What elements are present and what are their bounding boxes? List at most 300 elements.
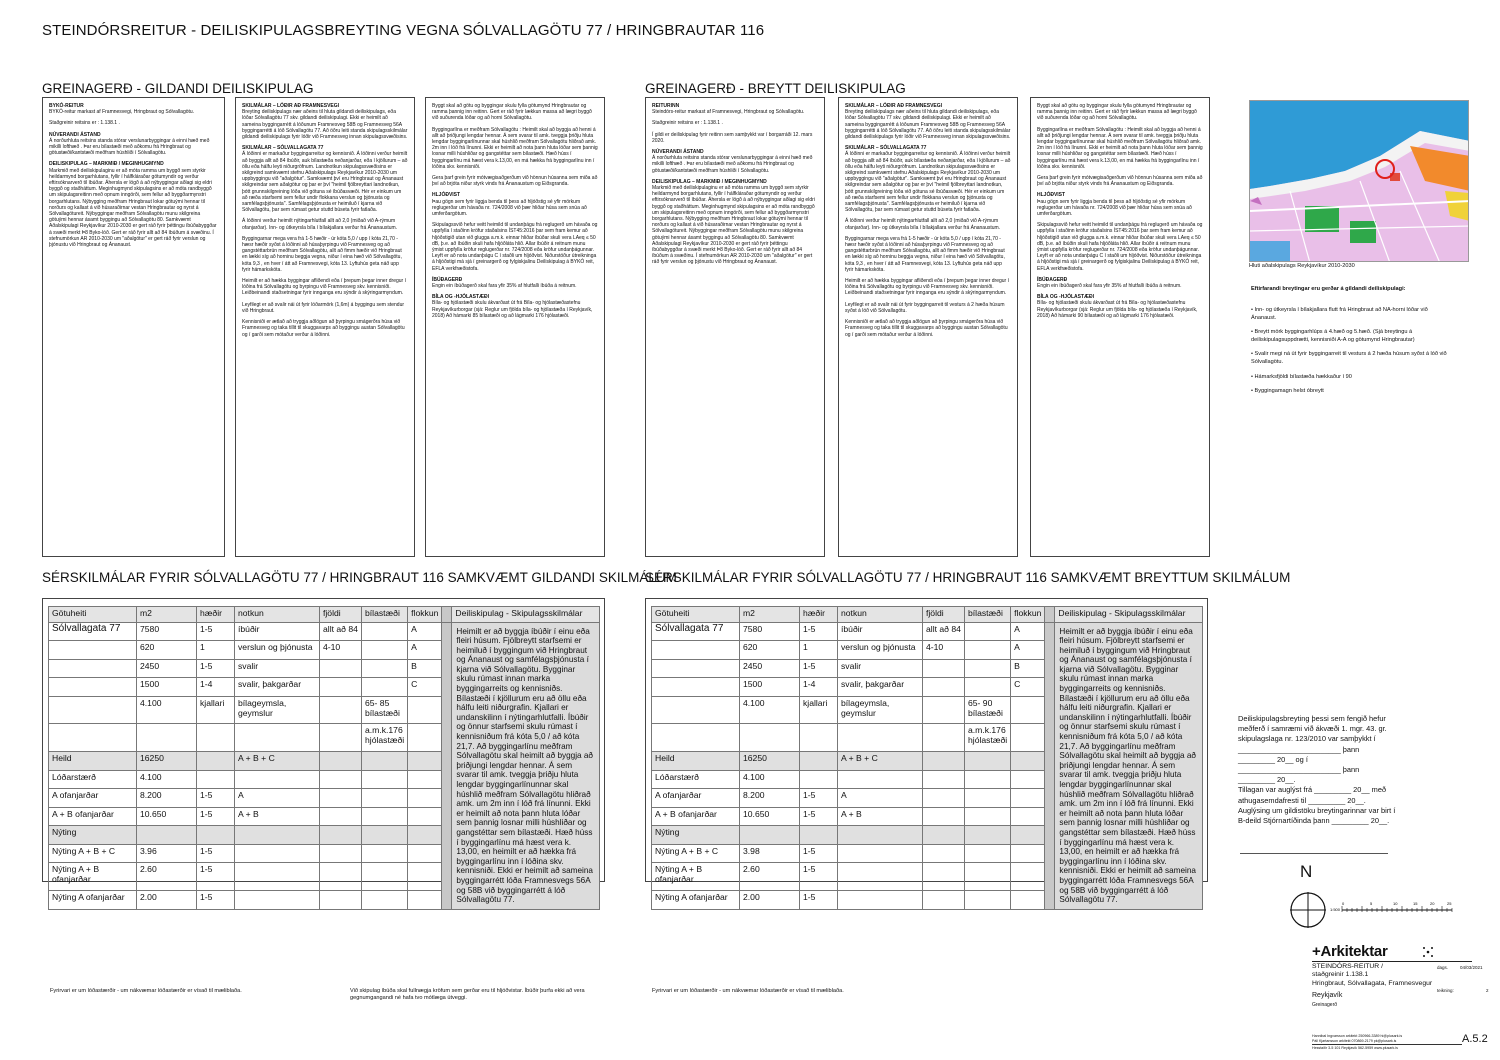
table-cell: 4.100: [137, 770, 197, 789]
paragraph-text: Engin ein íbúðagerð skal fara yfir 35% af hlutfalli íbúða á reitnum.: [1037, 283, 1182, 290]
table-cell: A + B ofanjarðar: [652, 807, 740, 826]
table-cell: [800, 724, 838, 752]
titleblock-bottom-rule: [1312, 1044, 1462, 1045]
table-cell: 1-4: [197, 678, 235, 697]
table-cell: [652, 696, 740, 724]
scale-label: 0: [1342, 901, 1345, 906]
table-cell: A + B: [838, 807, 923, 826]
table-cell: 1-5: [800, 863, 838, 891]
table-cell: [652, 678, 740, 697]
table-cell: 2450: [137, 659, 197, 678]
paragraph-heading: BÍLA OG -HJÓLASTÆÐI: [1037, 294, 1095, 301]
table-cell: verslun og þjónusta: [838, 641, 923, 660]
scale-label: 10: [1393, 901, 1398, 906]
table-cell: [197, 770, 235, 789]
table-row: [652, 622, 1203, 641]
paragraph: [845, 218, 1011, 230]
table-cell: 65- 85 bílastæði: [362, 696, 408, 724]
table-cell: [362, 770, 408, 789]
table-cell: [800, 751, 838, 770]
paragraph-text: Þau gögn sem fyrir liggja benda til þess að hljóðstig sé yfir mörkum reglugerðar um hávaða nr. 724/2008 við þær hliðar húsa sem snúa að umferðargötum.: [1037, 198, 1192, 218]
paragraph-text: Staðgreinir reitsins er : 1.138.1 .: [49, 120, 120, 127]
paragraph-text: Breyting deiliskipulags nær aðeins til hluta gildandi deiliskipulags, eða lóðar Sólvallagötu 77 skv. gildandi deiliskipulagi. Ekki er heimilt að sameina byggingarrétt á lóðunum Framnesveg 58B og Framnesveg 56A byggingarrétti á lóð Sólvallagötu 77. Að öðru leiti standa skipulagsskilmálar gildandi deiliskipulags fyrir lóðir við Framnesveg innan skipulagssvæðisins.: [845, 109, 1011, 141]
paragraph: [652, 120, 818, 126]
signature-line-text: Deiliskipulagsbreyting þessi sem fengið hefur: [1238, 714, 1386, 723]
table-cell: [652, 724, 740, 752]
table-cell: [965, 678, 1011, 697]
paragraph: [1037, 277, 1203, 289]
table-row: [49, 622, 600, 641]
table-cell: [362, 641, 408, 660]
left-table-heading: SÉRSKILMÁLAR FYRIR SÓLVALLAGÖTU 77 / HRINGBRAUT 116 SAMKVÆMT GILDANDI SKILMÁLUM: [42, 570, 677, 585]
paragraph-text: Heimilt er að hækka byggingar afliðendi eða í þrepum þegar inner dregur í lóðina frá Sólvallagötu og byrpingu við Framnesveg skv. kennisniði. Leiðbeinandi staðsetningar fyrir innganga eru sýndir á skýringarmyndum.: [845, 278, 1009, 297]
change-item: • Svalir megi ná út fyrir byggingarreit til vesturs á 2 hæða húsum syðst á lóð við Sólvallagötu.: [1251, 351, 1447, 365]
north-label: N: [1300, 862, 1313, 881]
column-header: notkun: [235, 607, 320, 623]
paragraph-heading: NÚVERANDI ÁSTAND: [652, 149, 704, 156]
table-cell: íbúðir: [235, 622, 320, 641]
left-col1-panel: [42, 97, 225, 557]
table-cell: [408, 696, 442, 724]
table-cell: kjallari: [197, 696, 235, 724]
table-cell: Nýting A + B + C: [49, 844, 137, 863]
table-cell: 10.650: [740, 807, 800, 826]
table-cell: [235, 770, 320, 789]
paragraph-text: Leyfilegt er að svalir nái út fyrir byggingarreit til vesturs á 2 hæða húsum syðst á lóð við Sólvallagötu.: [845, 301, 1005, 314]
table-cell: [1011, 891, 1045, 910]
paragraph: [1037, 127, 1203, 170]
table-cell: 1-5: [197, 659, 235, 678]
aerial-map: [1249, 100, 1469, 262]
paragraph-heading: SKILMÁLAR – LÓÐIR AÐ FRAMNESVEGI: [242, 103, 340, 109]
table-cell: [1011, 844, 1045, 863]
table-cell: [362, 826, 408, 845]
table-cell: [965, 751, 1011, 770]
paragraph: [1037, 192, 1203, 217]
table-cell: Nýting A + B + C: [652, 844, 740, 863]
table-cell: 1-5: [197, 622, 235, 641]
table-cell: C: [408, 678, 442, 697]
paragraph: [845, 278, 1011, 297]
table-cell: [923, 724, 965, 752]
table-cell: [923, 789, 965, 808]
table-cell: [923, 863, 965, 891]
right-footnote-1: Fyrirvari er um lóðastærðir - um nákvæmar lóðastærðir er vísað til mæliblaða.: [652, 988, 844, 994]
paragraph-heading: SKILMÁLAR – SÓLVALLAGATA 77: [242, 145, 324, 152]
map-caption: Hluti aðalskipulags Reykjavíkur 2010-2030: [1249, 263, 1355, 269]
table-cell: [49, 678, 137, 697]
table-cell: [137, 826, 197, 845]
table-cell: [320, 807, 362, 826]
table-cell: [362, 751, 408, 770]
table-cell: [1011, 807, 1045, 826]
table-cell: bílageymsla, geymslur: [235, 696, 320, 724]
paragraph: [242, 145, 408, 213]
table-cell: a.m.k.176 hjólastæði: [965, 724, 1011, 752]
paragraph-text: Skipulagssvið hefur veitt heimild til undanþágu frá reglugerð um hávaða og uppfylla í staðinn kröfur staðalsins ÍST45:2016 þar sem fram kemur að hljóðstigið utan við glugga a.m.k. einnar hliðar íbúðar skuli vera LAeq ≤ 50 dB, þ.e. að íbúðin skuli hafa hljóðláta hlið. Allar íbúðir á reitnum munu ýmist uppfylla kröfur reglugerðar nr. 724/2008 eða kröfur undanþágunnar. Leyft er að nota undanþágu C í staðli um hljóðvist. Niðurstöður útreikninga á hljóðstigi má sjá í greinargerð og fylgiskjalinu Deiliskipulag á BYKÓ reit, EFLA verkfræðistofa.: [432, 222, 598, 272]
table-cell: íbúðir: [838, 622, 923, 641]
column-header: flokkun: [408, 607, 442, 623]
north-arrow-icon: [1288, 890, 1328, 930]
changes-list: [1251, 307, 1451, 403]
paragraph-text: Staðgreinir reitsins er : 1.138.1 .: [652, 120, 723, 127]
table-cell: 2.60: [740, 863, 800, 891]
table-cell: [49, 696, 137, 724]
left-footnote-1: Fyrirvari er um lóðastærðir - um nákvæmar lóðastærðir er vísað til mæliblaða.: [50, 988, 242, 994]
table-cell: [408, 789, 442, 808]
table-cell: 1-5: [197, 863, 235, 891]
paragraph-heading: HLJÓÐVIST: [1037, 192, 1066, 199]
table-cell: [923, 826, 965, 845]
table-cell: 1: [800, 641, 838, 660]
paragraph: [49, 120, 218, 126]
table-cell: [800, 826, 838, 845]
table-cell: [320, 863, 362, 891]
table-cell: 1500: [740, 678, 800, 697]
table-cell: 2.00: [137, 891, 197, 910]
table-cell: [320, 696, 362, 724]
paragraph: [845, 103, 1011, 140]
sheet-number: 2: [1486, 988, 1489, 993]
table-cell: [652, 659, 740, 678]
table-cell: 1-5: [800, 659, 838, 678]
paragraph-text: Markmið með deiliskipulaginu er að móta ramma um byggð sem styrkir heildarmynd borgarhlutans, fyllir í hálfkláraðar götumyndir og verður eftirsóknarverð til íbúðar. Áhersla er lögð á að nýbyggingar aðlagi sig eldri byggð og staðháttum. Meginhugmynd skipulagsins er að móta randbyggð um skipulagsreitinn með opnum inngörði, sem fellur að byggðarmynstri borgarhlutans. Nýbygging meðfram Hringbraut lokar götuými hennar til norðurs og kallast á við húsaraðirnar vestan Hringbrautar og nyrst á Sólvallagötureit. Nýbyggingar meðfram Sólvallagötu munu skilgreina götuými hennar ásamt byggingu að Sólvallagötu 80. Samkvæmt Aðalskipulagi Reykjavíkur 2010-2030 er gert ráð fyrir þéttingu íbúðabyggðar á svæði merkt Þ8 Byko-lóð. Gert er ráð fyrir allt að 84 íbúðum á svæðinu. Í stefnumörkun AR 2010-2030 um "aðalgötur" er gert ráð fyrir verslun og þjónustu við Hringbraut og Ánanaust.: [49, 167, 217, 249]
table-cell: [965, 770, 1011, 789]
paragraph: [432, 127, 598, 170]
table-cell: bílageymsla, geymslur: [838, 696, 923, 724]
paragraph-text: Heimilt er að hækka byggingar afliðendi eða í þrepum þegar inner dregur í lóðina frá Sólvallagötu og byrpingu við Framnesveg skv. kennisniði. Leiðbeinandi staðsetningar fyrir innganga eru sýndir á skýringarmyndum.: [242, 278, 406, 297]
column-header: Deiliskipulag - Skipulagsskilmálar: [1055, 607, 1203, 623]
table-cell: 1-5: [800, 622, 838, 641]
paragraph-text: Á lóðinni er markaður byggingarreitur og kennisnið. Á lóðinni verður heimilt að byggja allt að 84 íbúðir, auk bílastæða neðanjarðar, eða í kjöllurum – að öllu eða hálfu leyti niðurgröfnum. Landnotkun skipulagssvæðisins er skilgreind samkvæmt stefnu Aðalskipulags Reykjavíkur 2010-2030 um uppbyggingu við "aðalgötur". Samkvæmt því eru Hringbraut og Ánanaust skilgreindar sem aðalgötur og þar er því "heimil fjölbreyttari landnotkun, þótt grunnskilgreining lóða við götuna sé íbúðasvæði. Hér er einkum um að ræða starfsemi sem fellur undir flokkana verslun og þjónusta og samfélagsþjónusta". Samfélagsþjónusta er heimiluð í kjarna við Sólvallagötu, þar sem rúmast getur stuttd búseta fyrir fatlaða.: [845, 151, 1011, 214]
table-cell: 1-4: [800, 678, 838, 697]
paragraph-heading: HLJÓÐVIST: [432, 192, 461, 199]
table-cell: [235, 891, 320, 910]
table-cell: A + B ofanjarðar: [49, 807, 137, 826]
paragraph-text: Á lóðinni er markaður byggingarreitur og kennisnið. Á lóðinni verður heimilt að byggja allt að 84 íbúðir, auk bílastæða neðanjarðar, eða í kjöllurum – að öllu eða hálfu leyti niðurgröfnum. Landnotkun skipulagssvæðisins er skilgreind samkvæmt stefnu Aðalskipulags Reykjavíkur 2010-2030 um uppbyggingu við "aðalgötur". Samkvæmt því eru Hringbraut og Ánanaust skilgreindar sem aðalgötur og þar er því "heimil fjölbreyttari landnotkun, þótt grunnskilgreining lóða við götuna sé íbúðasvæði. Hér er einkum um að ræða starfsemi sem fellur undir flokkana verslun og þjónusta og samfélagsþjónusta". Samfélagsþjónusta er heimiluð í kjarna við Sólvallagötu, þar sem rúmast getur stuttd búseta fyrir fatlaða.: [242, 151, 408, 214]
signature-line-text: _________________________ þann: [1238, 744, 1360, 754]
paragraph-text: Gera þarf grein fyrir mótvægisaðgerðum við hönnun húsanna sem miða að því að brjóta niður styrk vinds frá Ánanaustum og Eiðsgranda.: [432, 175, 598, 188]
paragraph: [49, 103, 218, 115]
table-cell: [362, 891, 408, 910]
paragraph: [1037, 222, 1203, 272]
table-cell: A ofanjarðar: [49, 789, 137, 808]
paragraph-text: Á lóðinni verður heimilt nýtingarhlutfall allt að 2,0 (miðað við A-rýmum ofanjarðar). Inn- og útkeyrsla bíla í bílakjallara verður frá Ánanaustum.: [242, 218, 398, 231]
project-line-2: staðgreinir 1.138.1: [1312, 971, 1369, 979]
project-line-3: Hringbraut, Sólvallagata, Framnesvegur: [1312, 979, 1433, 987]
table-cell: Nýting A + B ofanjarðar: [652, 863, 740, 891]
table-cell: [923, 891, 965, 910]
table-cell: [197, 826, 235, 845]
table-cell: [320, 678, 362, 697]
paragraph-text: Byggt skal að götu og byggingar skulu fylla götumynd Hringbrautar og ramma þannig inn reitinn. Gert er ráð fyrir lækkun massa að lægri byggð við suðurenda lóðar og að horni Sólvallagötu.: [432, 103, 592, 122]
paragraph: [432, 192, 598, 217]
paragraph: [1037, 103, 1203, 122]
table-cell: [362, 807, 408, 826]
right-heading: GREINAGERÐ - BREYTT DEILISKIPULAG: [645, 81, 906, 96]
table-cell: Nýting: [49, 826, 137, 845]
table-cell: 7580: [137, 622, 197, 641]
column-header: bílastæði: [362, 607, 408, 623]
paragraph-text: Þau gögn sem fyrir liggja benda til þess að hljóðstig sé yfir mörkum reglugerðar um hávaða nr. 724/2008 við þær hliðar húsa sem snúa að umferðargötum.: [432, 198, 587, 218]
date-value: 04/03/2021: [1460, 965, 1483, 970]
table-cell: [235, 826, 320, 845]
paragraph-text: Byggingarlína er meðfram Sólvallagötu : Heimilt skal að byggja að henni á allt að þriðjungi lengdar hennar. Á sem svarar til amk. tveggja þriðju hluta lengdar byggingarlínunnar skal húshlið meðfram Sólvallagötu hliðrað amk. 2m inn í lóð frá línunni. Ekki er heimilt að nota þann hluta lóðar sem þannig losnar milli húshliðar og gangstéttar sem bílastæði. Hæð húss í byggingarlínu má hæst vera k.13,00, en má hækka frá byggingarlínu inn í lóðina skv. kennisniði.: [1037, 126, 1203, 170]
titleblock-rule: [1312, 961, 1472, 962]
column-header: Deiliskipulag - Skipulagsskilmálar: [452, 607, 600, 623]
paragraph-heading: SKILMÁLAR – LÓÐIR AÐ FRAMNESVEGI: [845, 103, 943, 109]
table-cell: A: [408, 641, 442, 660]
paragraph: [845, 236, 1011, 273]
table-cell: kjallari: [800, 696, 838, 724]
column-header: bílastæði: [965, 607, 1011, 623]
paragraph-text: Kennisniði er ætlað að tryggja aðlögun að þyrpingu smágerðra húsa við Framnesveg og taka tillit til skuggavarps að byggingu austan Sólvallagötu og í garði sem mótaður verður á lóðinni.: [242, 319, 405, 338]
signature-line-text: skipulagslaga nr. 123/2010 var samþykkt í: [1238, 734, 1376, 744]
table-cell: [1011, 696, 1045, 724]
table-cell: [923, 807, 965, 826]
paragraph: [242, 218, 408, 230]
paragraph: [432, 294, 598, 319]
table-cell: [838, 770, 923, 789]
paragraph-heading: SKILMÁLAR – SÓLVALLAGATA 77: [845, 145, 927, 152]
table-cell: Nýting A + B ofanjarðar: [49, 863, 137, 891]
paragraph: [242, 278, 408, 297]
table-cell: 1-5: [197, 891, 235, 910]
paragraph: [845, 145, 1011, 213]
paragraph: [49, 161, 218, 248]
table-cell: [320, 789, 362, 808]
paragraph-text: Byggingarlína er meðfram Sólvallagötu : Heimilt skal að byggja að henni á allt að þriðjungi lengdar hennar. Á sem svarar til amk. tveggja þriðju hluta lengdar byggingarlínunnar skal húshlið meðfram Sólvallagötu hliðrað amk. 2m inn í lóð frá línunni. Ekki er heimilt að nota þann hluta lóðar sem þannig losnar milli húshliðar og gangstéttar sem bílastæði. Hæð húss í byggingarlínu má hæst vera k.13,00, en má hækka frá byggingarlínu inn í lóðina skv. kennisniði.: [432, 126, 598, 170]
table-cell: [1011, 724, 1045, 752]
signature-line-text: Auglýsing um gildistöku breytingarinnar var birt í: [1238, 805, 1396, 815]
table-cell: [800, 770, 838, 789]
paragraph-text: Byggingarnar mega vera frá 1-5 hæðir - úr kóta 5,0 / upp í kóta 21,70 - hæsr hæðir syðst á lóðinni að húsaþyrpingu við Framnesveg og að gangstéttarbrún meðfram Sólvallagötu, allt að fimm hæðir við Hringbraut en lækki síg að horninu beggja vegna, niður í eina hæð við Sólvallagötu, kóta 9,3 , en hver í átt að Framnesvegi, kóta 13. Lyftuhús geta náð upp fyrir hámarkskóta.: [242, 235, 402, 273]
table-cell: 4.100: [740, 696, 800, 724]
table-cell: 65- 90 bílastæði: [965, 696, 1011, 724]
table-cell: A: [1011, 622, 1045, 641]
table-cell: 1-5: [197, 844, 235, 863]
change-item: • Inn- og útkeyrsla í bílakjallara flutt frá Hringbraut að NA-horni lóðar við Ánanaust.: [1251, 307, 1428, 321]
column-header: fjöldi: [320, 607, 362, 623]
table-cell: A + B: [235, 807, 320, 826]
table-cell: [1011, 863, 1045, 891]
left-col3-panel: [425, 97, 605, 557]
table-cell: verslun og þjónusta: [235, 641, 320, 660]
paragraph-text: Í gildi er deiliskipulag fyrir reitinn sem samþykkt var í borgarráði 12. mars 2020.: [652, 131, 813, 144]
table-cell: 1-5: [800, 807, 838, 826]
left-heading: GREINAGERÐ - GILDANDI DEILISKIPULAG: [42, 81, 314, 96]
table-cell: Heild: [652, 751, 740, 770]
table-cell: 1-5: [800, 891, 838, 910]
right-table-heading: SÉRSKILMÁLAR FYRIR SÓLVALLAGÖTU 77 / HRINGBRAUT 116 SAMKVÆMT BREYTTUM SKILMÁLUM: [645, 570, 1291, 585]
table-cell: 1-5: [197, 789, 235, 808]
table-cell: allt að 84: [923, 622, 965, 641]
table-cell: [137, 724, 197, 752]
table-cell: [965, 891, 1011, 910]
column-header: m2: [740, 607, 800, 623]
table-cell: 2.00: [740, 891, 800, 910]
table-cell: Nýting A ofanjarðar: [652, 891, 740, 910]
right-col2-panel: [838, 97, 1018, 557]
paragraph-text: Byggt skal að götu og byggingar skulu fylla götumynd Hringbrautar og ramma þannig inn reitinn. Gert er ráð fyrir lækkun massa að lægri byggð við suðurenda lóðar og að horni Sólvallagötu.: [1037, 103, 1197, 122]
paragraph: [49, 132, 218, 157]
table-cell: [965, 807, 1011, 826]
table-cell: A: [838, 789, 923, 808]
paragraph: [1037, 294, 1203, 319]
table-cell: 620: [740, 641, 800, 660]
drawing-name: Greinagerð: [1312, 1001, 1338, 1008]
table-cell: 2.60: [137, 863, 197, 891]
table-cell: 16250: [137, 751, 197, 770]
table-cell: [320, 751, 362, 770]
change-item: • Byggingamagn helst óbreytt: [1251, 388, 1324, 395]
table-cell: Heild: [49, 751, 137, 770]
column-header: Götuheiti: [49, 607, 137, 623]
table-cell: [235, 844, 320, 863]
right-terms-table: [651, 606, 1203, 910]
page-title: STEINDÓRSREITUR - DEILISKIPULAGSBREYTING VEGNA SÓLVALLAGÖTU 77 / HRINGBRAUTAR 116: [42, 22, 765, 39]
table-cell: [408, 863, 442, 891]
paragraph: [652, 179, 818, 266]
office-address: Hesstaðir 3-5 101 Reykjavík 562-5959 www.plusark.is: [1312, 1046, 1398, 1050]
table-cell: [1011, 770, 1045, 789]
table-cell: Nýting A ofanjarðar: [49, 891, 137, 910]
table-cell: [362, 659, 408, 678]
changes-title: Eftirfarandi breytingar eru gerðar á gildandi deiliskipulagi:: [1251, 286, 1406, 292]
signature-line-text: meðferð í samræmi við ákvæði 1. mgr. 43. gr.: [1238, 724, 1387, 734]
paragraph-heading: NÚVERANDI ÁSTAND: [49, 131, 101, 138]
table-cell: [1011, 789, 1045, 808]
project-city: Reykjavík: [1312, 992, 1343, 1000]
table-cell: [235, 724, 320, 752]
table-cell: 3.96: [137, 844, 197, 863]
signature-block: [1238, 714, 1478, 826]
table-cell: [320, 844, 362, 863]
table-cell: [965, 826, 1011, 845]
project-line-1: STEINDÓRS-REITUR /: [1312, 963, 1383, 970]
table-cell: [838, 891, 923, 910]
table-cell: 10.650: [137, 807, 197, 826]
table-cell: [652, 641, 740, 660]
table-cell: C: [1011, 678, 1045, 697]
table-cell: 620: [137, 641, 197, 660]
table-cell: Lóðarstærð: [49, 770, 137, 789]
paragraph-heading: BYKÓ-REITUR: [49, 103, 84, 109]
change-item: • Hámarksfjöldi bílastæða hækkaður í 90: [1251, 373, 1352, 380]
signature-line-text: athugasemdafresti til _________ 20__.: [1238, 795, 1366, 805]
table-cell: 7580: [740, 622, 800, 641]
table-cell: [740, 724, 800, 752]
table-cell: [408, 770, 442, 789]
table-cell: Sólvallagata 77: [652, 622, 740, 641]
right-col3-panel: [1030, 97, 1210, 557]
table-cell: [197, 724, 235, 752]
table-cell: [838, 826, 923, 845]
table-cell: allt að 84: [320, 622, 362, 641]
table-cell: [408, 724, 442, 752]
table-cell: [408, 891, 442, 910]
table-cell: [49, 659, 137, 678]
table-cell: B: [1011, 659, 1045, 678]
paragraph-text: Á norðurhluta reitsins standa stórar verslunarbyggingar á einni hæð með mikilli lofthæð . Þar eru bílastæði með aðkomu frá Hringbraut og götustæði/kantstæði meðfram húshliði í Sólvallagötu.: [49, 137, 210, 157]
table-cell: A + B + C: [235, 751, 320, 770]
contact-2: Páll Kjartansson arkitekt 070869-2179 pk@plusark.is: [1312, 1038, 1397, 1043]
paragraph: [845, 302, 1011, 314]
contact-1: Hannibal Ingvarsson arkitekt 250966-3389 hi@plusark.is: [1312, 1034, 1403, 1038]
table-cell: [320, 724, 362, 752]
table-cell: 2450: [740, 659, 800, 678]
table-cell: svalir: [235, 659, 320, 678]
paragraph: [242, 319, 408, 338]
paragraph-text: Á norðurhluta reitsins standa stórar verslunarbyggingar á einni hæð með mikilli lofthæð . Þar eru bílastæði með aðkomu frá Hringbraut og götustæði/kantstæði meðfram húshliði í Sólvallagötu.: [652, 155, 813, 174]
table-cell: 16250: [740, 751, 800, 770]
table-cell: 8.200: [740, 789, 800, 808]
terms-text: Heimilt er að byggja íbúðir í einu eða fleiri húsum. Fjölbreytt starfsemi er heimiluð í byggingum við Hringbraut og Ánanaust og samfélagsþjónusta í kjarna við Sólvallagötu. Bygginar skulu rúmast innan marka byggingarreits og kennisniðs. Bílastæði í kjöllurum eru að öllu eða hálfu leiti niðurgrafin. Kjallari er undanskilinn í nýtingarhlutfalli. Íbúðir og önnur starfsemi skulu rúmast í kennisniðum frá kóta 5,0 / að kóta 21,7. Að byggingarlínu meðfram Sólvallagötu skal heimilt að byggja að þriðjungi lengdar hennar. Á sem svarar til amk. tveggja þriðju hluta lengdar byggingarlínunnar skal húshlið meðfram Sólvallagötu hliðrað amk. um 2m inn í lóð frá línunni. Ekki er heimilt að nota þann hluta lóðar sem þannig losnar milli húshliðar og gangstéttar sem bílastæði. Hæð húss í byggingarlínu má hæst vera k. 13,00, en heimilt er að hækka frá byggingarlínu inn í lóðina skv. kennisniði. Ekki er heimilt að sameina byggingarrétt lóða Framnesvegs 56A og 58B við byggingarrétt á lóð Sólvallagötu 77.: [1055, 622, 1203, 909]
table-cell: [838, 844, 923, 863]
column-header: Götuheiti: [652, 607, 740, 623]
table-cell: [408, 844, 442, 863]
contacts: [1312, 1034, 1402, 1043]
paragraph-text: Byggingarnar mega vera frá 1-5 hæðir - úr kóta 5,0 / upp í kóta 21,70 - hæsr hæðir syðst á lóðinni að húsaþyrpingu við Framnesveg og að gangstéttarbrún meðfram Sólvallagötu, allt að fimm hæðir við Hringbraut en lækki síg að horninu beggja vegna, niður í eina hæð við Sólvallagötu, kóta 9,3 , en hver í átt að Framnesvegi, kóta 13. Lyftuhús geta náð upp fyrir hámarkskóta.: [845, 235, 1005, 273]
paragraph: [242, 103, 408, 140]
table-cell: [362, 678, 408, 697]
table-cell: [408, 826, 442, 845]
table-cell: [320, 891, 362, 910]
paragraph-text: Breyting deiliskipulags nær aðeins til hluta gildandi deiliskipulags, eða lóðar Sólvallagötu 77 skv. gildandi deiliskipulagi. Ekki er heimilt að sameina byggingarrétt á lóðunum Framnesveg 58B og Framnesveg 56A byggingarrétti á lóð Sólvallagötu 77. Að öðru leiti standa skipulagsskilmálar gildandi deiliskipulags fyrir lóðir við Framnesveg innan skipulagssvæðisins.: [242, 109, 408, 141]
table-cell: [362, 789, 408, 808]
paragraph: [242, 236, 408, 273]
scale-label: 25: [1447, 901, 1452, 906]
right-col1-panel: [645, 97, 825, 557]
table-cell: [838, 724, 923, 752]
table-cell: 1-5: [800, 844, 838, 863]
project-info: [1312, 963, 1432, 1009]
table-cell: [197, 751, 235, 770]
left-footnote-2: Við skipulag íbúða skal fullnægja kröfum sem gerðar eru til hljóðvistar. Íbúðir þurfa ekki að vera gegnumgangandi né hafa tvo mótlæga útveggi.: [350, 988, 585, 1001]
table-cell: svalir, þakgarðar: [235, 678, 320, 697]
company-logo: +Arkitektar: [1312, 943, 1388, 960]
paragraph-text: Bíla- og hjólastæði skulu ákvarðast út frá Bíla- og hjólastæðastefnu Reykjavíkurborgar (sjá: Reglur um fjölda bíla- og hjólastæða í Reykjavík, 2018) Að hámarki 85 bílastæði og að lágmarki 176 hjólastæði.: [432, 300, 593, 319]
table-cell: [965, 659, 1011, 678]
terms-text: Heimilt er að byggja íbúðir í einu eða fleiri húsum. Fjölbreytt starfsemi er heimiluð í byggingum við Hringbraut og Ánanaust og samfélagsþjónusta í kjarna við Sólvallagötu. Bygginar skulu rúmast innan marka byggingarreits og kennisniðs. Bílastæði í kjöllurum eru að öllu eða hálfu leiti niðurgrafin. Kjallari er undanskilinn í nýtingarhlutfalli. Íbúðir og önnur starfsemi skulu rúmast í kennisniðum frá kóta 5,0 / að kóta 21,7. Að byggingarlínu meðfram Sólvallagötu skal heimilt að byggja að þriðjungi lengdar hennar. Á sem svarar til amk. tveggja þriðju hluta lengdar byggingarlínunnar skal húshlið meðfram Sólvallagötu hliðrað amk. um 2m inn í lóð frá línunni. Ekki er heimilt að nota þann hluta lóðar sem þannig losnar milli húshliðar og gangstéttar sem bílastæði. Hæð húss í byggingarlínu má hæst vera k. 13,00, en heimilt er að hækka frá byggingarlínu inn í lóðina skv. kennisniði. Ekki er heimilt að sameina byggingarrétt lóða Framnesvegs 56A og 58B við byggingarrétt á lóð Sólvallagötu 77.: [452, 622, 600, 909]
table-cell: [49, 641, 137, 660]
paragraph-text: Engin ein íbúðagerð skal fara yfir 35% af hlutfalli íbúða á reitnum.: [432, 283, 577, 290]
paragraph-text: Kennisniði er ætlað að tryggja aðlögun að þyrpingu smágerðra húsa við Framnesveg og taka tillit til skuggavarps að byggingu austan Sólvallagötu og í garði sem mótaður verður á lóðinni.: [845, 319, 1008, 338]
table-cell: [965, 844, 1011, 863]
paragraph-text: Leyfilegt er að svalir nái út fyrir lóðarmörk (1,6m) á byggingu sem stendur við Hringbraut.: [242, 301, 405, 314]
paragraph: [432, 277, 598, 289]
table-cell: [1011, 826, 1045, 845]
signature-line-text: Tillagan var auglýst frá _________ 20__ með: [1238, 785, 1387, 795]
table-cell: [362, 863, 408, 891]
table-cell: [49, 724, 137, 752]
table-cell: 4-10: [923, 641, 965, 660]
table-cell: [1011, 751, 1045, 770]
paragraph-heading: DEILISKIPULAG – MARKMIÐ / MEGINHUGMYND: [652, 178, 767, 185]
table-cell: Nýting: [652, 826, 740, 845]
scale-ratio: 1:500: [1330, 907, 1341, 912]
table-cell: A ofanjarðar: [652, 789, 740, 808]
table-cell: 1-5: [197, 807, 235, 826]
sheet-label: teikning:: [1437, 988, 1454, 993]
table-cell: 4-10: [320, 641, 362, 660]
table-cell: [235, 863, 320, 891]
table-cell: [965, 622, 1011, 641]
scale-label: 5: [1370, 901, 1373, 906]
paragraph-heading: ÍBÚÐAGERÐ: [1037, 276, 1068, 283]
column-header: fjöldi: [923, 607, 965, 623]
table-cell: [838, 863, 923, 891]
